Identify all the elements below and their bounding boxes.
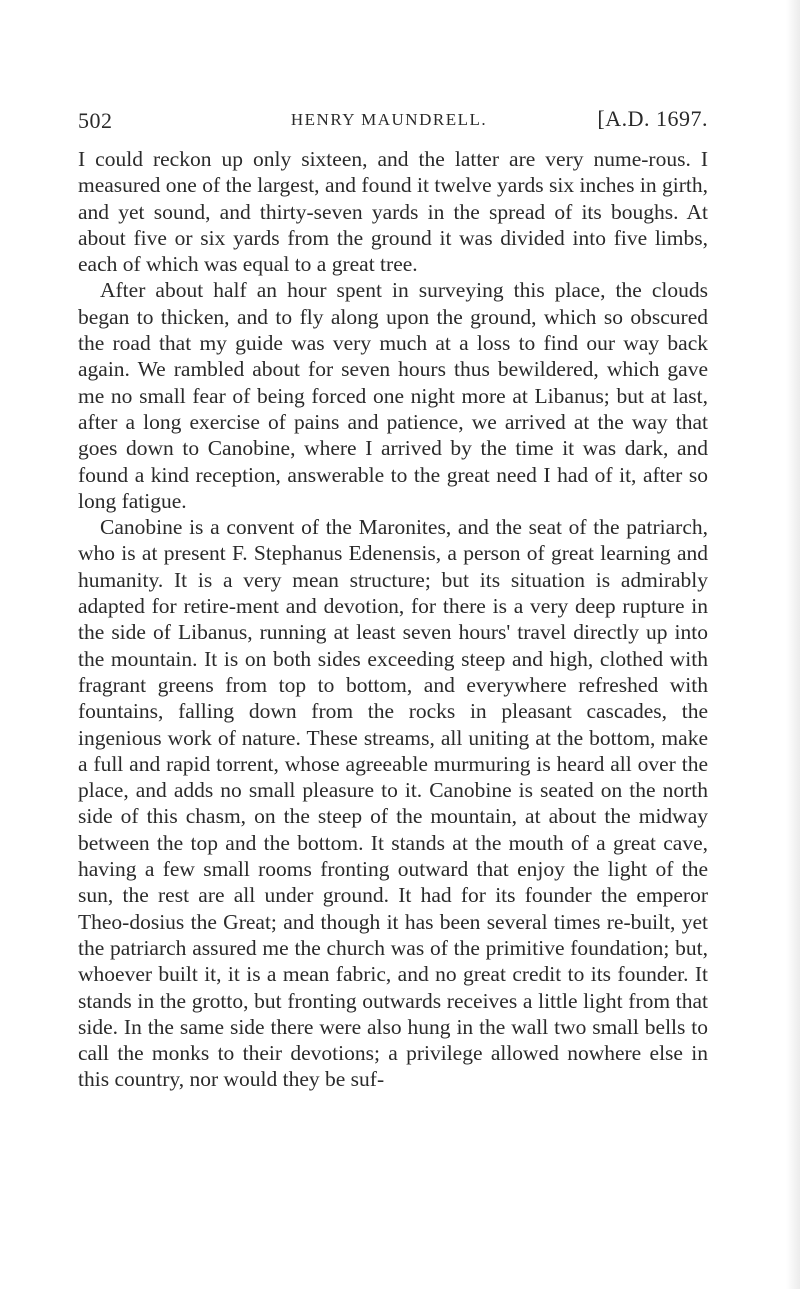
running-title: HENRY MAUNDRELL. <box>290 110 488 129</box>
running-date: [A.D. 1697. <box>597 106 708 131</box>
paragraph-1: I could reckon up only sixteen, and the latter are very nume-rous. I measured one of the largest, and found it twelve yards six inches in girth, and yet sound, and thirty-seven yards in the spread of its boughs. At about five or six yards from the ground it was divided into five limbs, each of which was equal to a great tree. <box>78 147 708 277</box>
paragraph-3: Canobine is a convent of the Maronites, and the seat of the patriarch, who is at present F. Stephanus Edenensis, a person of great learning and humanity. It is a very mean structure; but its situation is admirably adapted for retire-ment and devotion, for there is a very deep rupture in the side of Libanus, running at least seven hours' travel directly up into the mountain. It is on both sides exceeding steep and high, clothed with fragrant greens from top to bottom, and everywhere refreshed with fountains, falling down from the rocks in pleasant cascades, the ingenious work of nature. These streams, all uniting at the bottom, make a full and rapid torrent, whose agreeable murmuring is heard all over the place, and adds no small pleasure to it. Canobine is seated on the north side of this chasm, on the steep of the mountain, at about the midway between the top and the bottom. It stands at the mouth of a great cave, having a few small rooms fronting outward that enjoy the light of the sun, the rest are all under ground. It had for its founder the emperor Theo-dosius the Great; and though it has been several times re-built, yet the patriarch assured me the church was of the primitive foundation; but, whoever built it, it is a mean fabric, and no great credit to its founder. It stands in the grotto, but fronting outwards receives a little light from that side. In the same side there were also hung in the wall two small bells to call the monks to their devotions; a privilege allowed nowhere else in this country, nor would they be suf- <box>78 515 708 1092</box>
page-number: 502 <box>78 108 113 133</box>
paragraph-2: After about half an hour spent in surveying this place, the clouds began to thicken, and to fly along upon the ground, which so obscured the road that my guide was very much at a loss to find our way back again. We rambled about for seven hours thus bewildered, which gave me no small fear of being forced one night more at Libanus; but at last, after a long exercise of pains and patience, we arrived at the way that goes down to Canobine, where I arrived by the time it was dark, and found a kind reception, answerable to the great need I had of it, after so long fatigue. <box>78 278 708 513</box>
page-edge-shadow <box>786 0 800 1289</box>
running-head <box>78 104 708 138</box>
body-text <box>78 146 708 1093</box>
book-page <box>78 104 708 1093</box>
